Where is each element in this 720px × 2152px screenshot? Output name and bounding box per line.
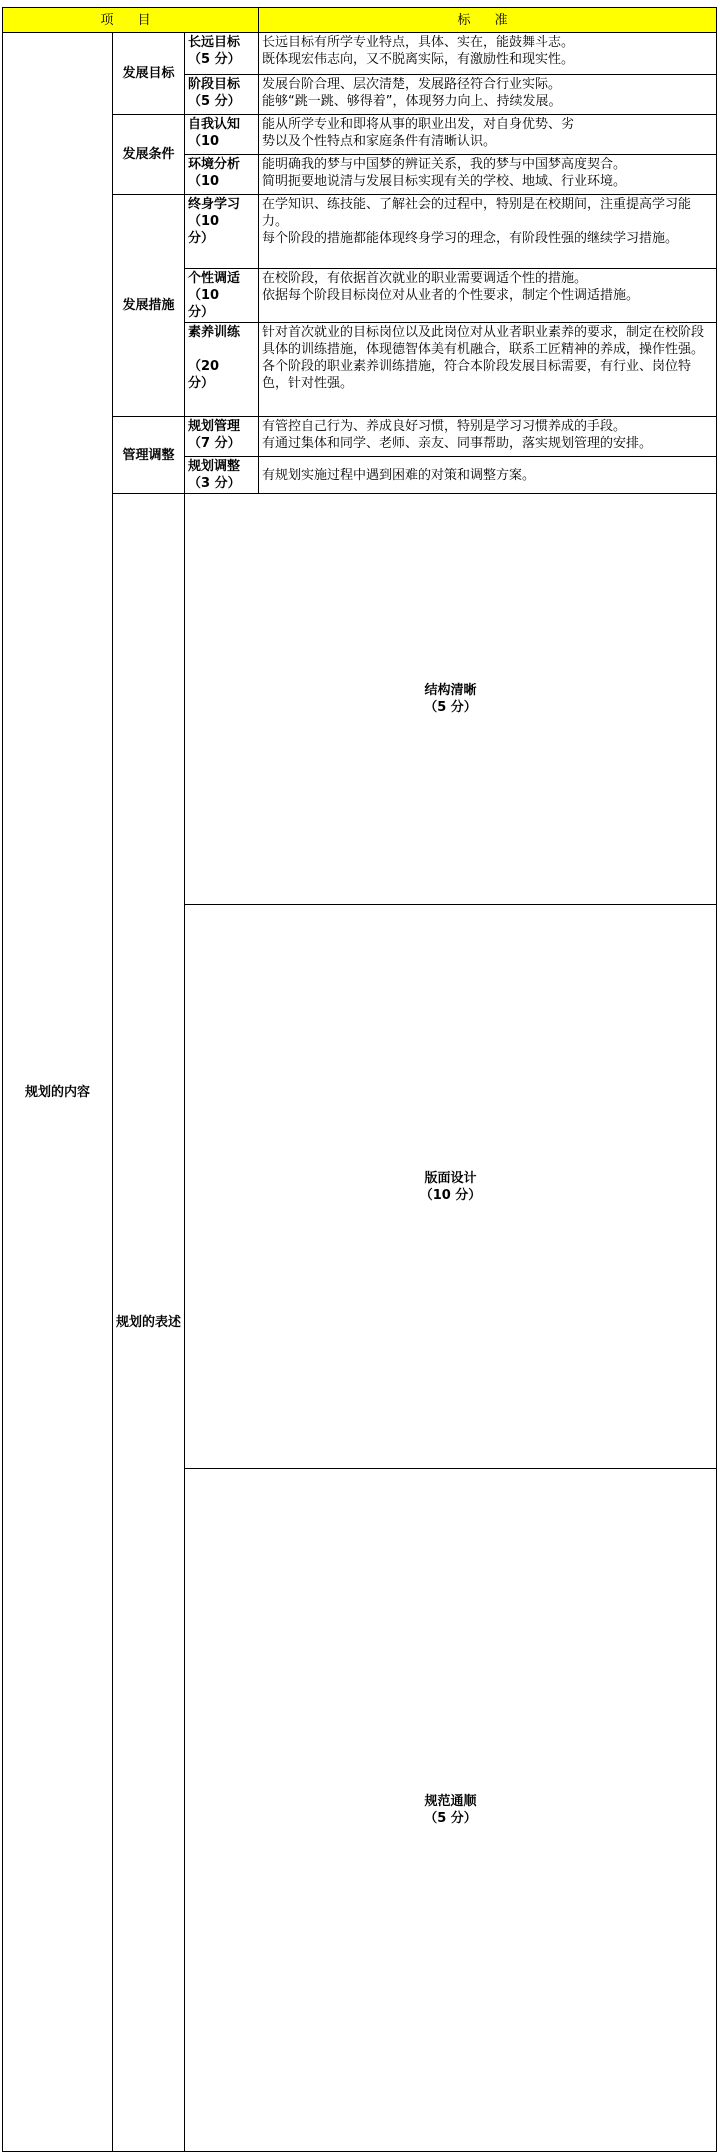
scoring-table <box>2 7 717 2152</box>
header-item: 项 目 <box>3 8 259 33</box>
category-plan-content: 规划的内容 <box>3 33 113 2152</box>
item-structure: 结构清晰 （5 分） <box>185 494 717 905</box>
item-personality: 个性调适 （10 分） <box>185 269 259 323</box>
header-row <box>3 8 717 33</box>
header-standard: 标 准 <box>259 8 717 33</box>
section-mgmt: 管理调整 <box>113 417 185 494</box>
section-dev-goal: 发展目标 <box>113 33 185 115</box>
category-plan-expression: 规划的表述 <box>113 494 185 2152</box>
table-row <box>3 33 717 75</box>
item-quality: 素养训练 （20 分） <box>185 323 259 417</box>
item-long-term: 长远目标 （5 分） <box>185 33 259 75</box>
item-standard: 规范通顺 （5 分） <box>185 1469 717 2152</box>
desc-personality: 在校阶段，有依据首次就业的职业需要调适个性的措施。 依据每个阶段目标岗位对从业者的个性要求，制定个性调适措施。 <box>259 269 717 323</box>
item-plan-adjust: 规划调整 （3 分） <box>185 457 259 494</box>
item-stage: 阶段目标 （5 分） <box>185 75 259 115</box>
desc-lifelong: 在学知识、练技能、了解社会的过程中，特别是在校期间，注重提高学习能力。 每个阶段的措施都能体现终身学习的理念，有阶段性强的继续学习措施。 <box>259 195 717 269</box>
desc-env: 能明确我的梦与中国梦的辨证关系，我的梦与中国梦高度契合。 简明扼要地说清与发展目标实现有关的学校、地域、行业环境。 <box>259 155 717 195</box>
desc-plan-adjust: 有规划实施过程中遇到困难的对策和调整方案。 <box>259 457 717 494</box>
item-layout: 版面设计 （10 分） <box>185 905 717 1469</box>
section-dev-condition: 发展条件 <box>113 115 185 195</box>
item-self: 自我认知 （10 <box>185 115 259 155</box>
desc-self: 能从所学专业和即将从事的职业出发，对自身优势、劣 势以及个性特点和家庭条件有清晰认识。 <box>259 115 717 155</box>
desc-long-term: 长远目标有所学专业特点，具体、实在，能鼓舞斗志。 既体现宏伟志向，又不脱离实际，有激励性和现实性。 <box>259 33 717 75</box>
item-plan-mgmt: 规划管理 （7 分） <box>185 417 259 457</box>
item-env: 环境分析 （10 <box>185 155 259 195</box>
desc-plan-mgmt: 有管控自己行为、养成良好习惯，特别是学习习惯养成的手段。 有通过集体和同学、老师、亲友、同事帮助，落实规划管理的安排。 <box>259 417 717 457</box>
desc-stage: 发展台阶合理、层次清楚，发展路径符合行业实际。 能够“跳一跳、够得着”，体现努力向上、持续发展。 <box>259 75 717 115</box>
desc-quality: 针对首次就业的目标岗位以及此岗位对从业者职业素养的要求，制定在校阶段具体的训练措施，体现德智体美有机融合，联系工匠精神的养成，操作性强。 各个阶段的职业素养训练措施，符合本阶段发展目标需要，有行业、岗位特色，针对性强。 <box>259 323 717 417</box>
section-dev-measure: 发展措施 <box>113 195 185 417</box>
item-lifelong: 终身学习 （10 分） <box>185 195 259 269</box>
